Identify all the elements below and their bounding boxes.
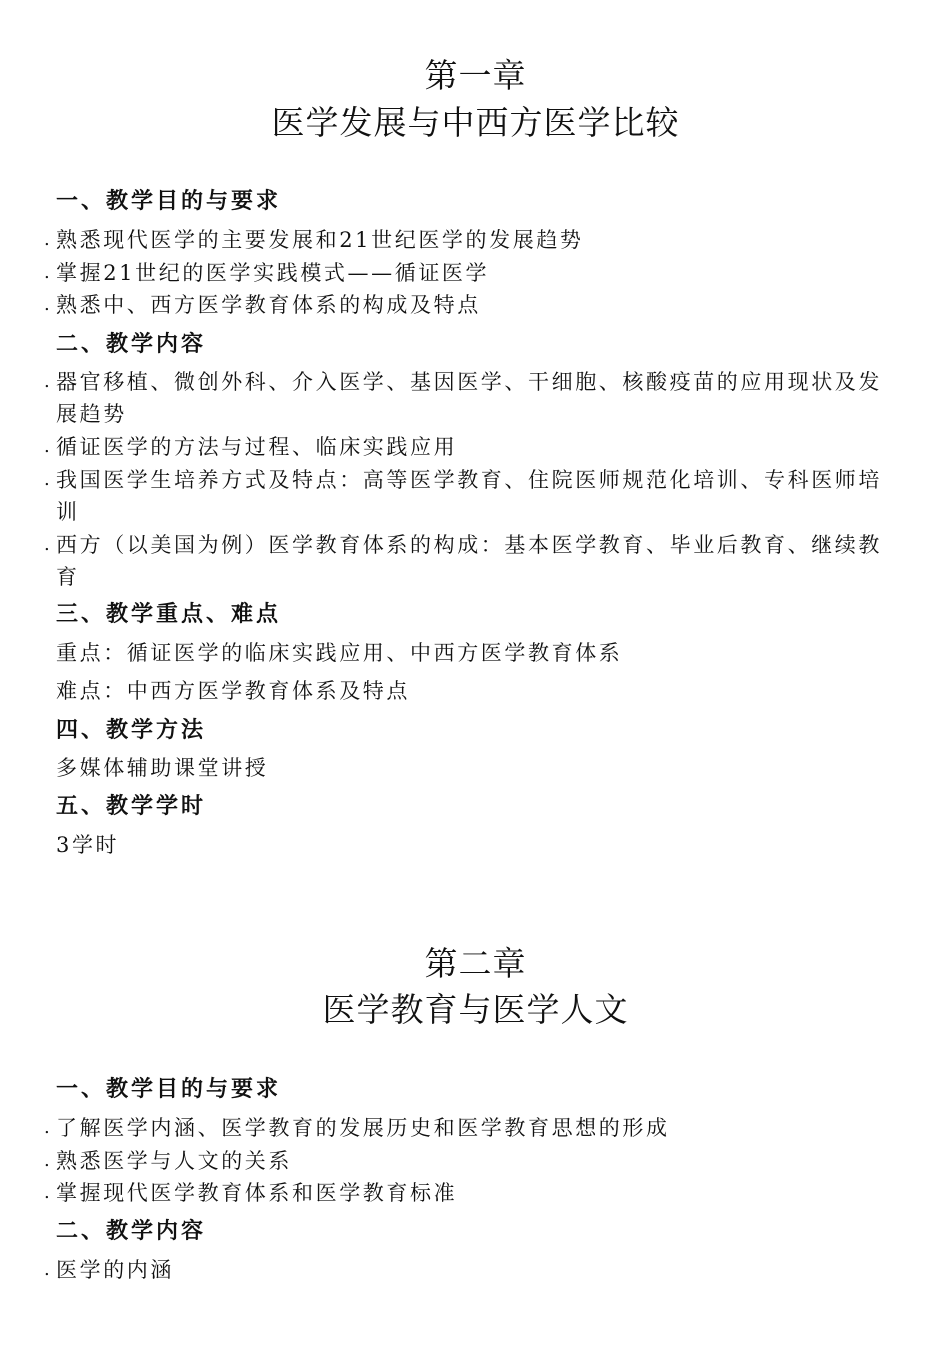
bullet-dot: . — [44, 262, 50, 283]
ch1-content-item: . 西方（以美国为例）医学教育体系的构成：基本医学教育、毕业后教育、继续教育 — [56, 529, 886, 593]
ch2-content-item: . 医学的内涵 — [56, 1254, 886, 1286]
ch2-section-content-heading: 二、教学内容 — [56, 1218, 207, 1244]
ch1-section-method-heading: 四、教学方法 — [56, 717, 207, 743]
ch2-objective-item: . 掌握现代医学教育体系和医学教育标准 — [56, 1177, 886, 1209]
ch1-teaching-method: 多媒体辅助课堂讲授 — [56, 756, 269, 780]
chapter-1-title: 医学发展与中西方医学比较 — [271, 103, 680, 142]
bullet-dot: . — [44, 371, 50, 392]
bullet-dot: . — [44, 1259, 50, 1280]
ch1-key-points: 重点：循证医学的临床实践应用、中西方医学教育体系 — [56, 641, 623, 665]
ch1-content-item: . 循证医学的方法与过程、临床实践应用 — [56, 431, 886, 463]
ch1-content-item: . 我国医学生培养方式及特点：高等医学教育、住院医师规范化培训、专科医师培训 — [56, 464, 886, 528]
ch1-content-item: . 器官移植、微创外科、介入医学、基因医学、干细胞、核酸疫苗的应用现状及发展趋势 — [56, 366, 886, 430]
ch1-objective-item: . 掌握21世纪的医学实践模式——循证医学 — [56, 257, 886, 289]
bullet-dot: . — [44, 436, 50, 457]
bullet-dot: . — [44, 229, 50, 250]
ch1-objective-item: . 熟悉中、西方医学教育体系的构成及特点 — [56, 289, 886, 321]
ch1-section-objectives-heading: 一、教学目的与要求 — [56, 188, 282, 214]
chapter-2-title: 医学教育与医学人文 — [322, 990, 629, 1029]
ch1-section-content-heading: 二、教学内容 — [56, 331, 207, 357]
ch1-section-keypoints-heading: 三、教学重点、难点 — [56, 601, 282, 627]
bullet-dot: . — [44, 1150, 50, 1171]
bullet-dot: . — [44, 469, 50, 490]
ch1-teaching-hours: 3学时 — [56, 833, 120, 857]
ch2-objective-item: . 了解医学内涵、医学教育的发展历史和医学教育思想的形成 — [56, 1112, 886, 1144]
bullet-dot: . — [44, 294, 50, 315]
bullet-dot: . — [44, 1182, 50, 1203]
bullet-dot: . — [44, 534, 50, 555]
ch1-objective-item: . 熟悉现代医学的主要发展和21世纪医学的发展趋势 — [56, 224, 886, 256]
chapter-2-number: 第二章 — [424, 944, 527, 983]
bullet-dot: . — [44, 1117, 50, 1138]
chapter-1-number: 第一章 — [424, 56, 527, 95]
ch1-difficult-points: 难点：中西方医学教育体系及特点 — [56, 679, 410, 703]
ch1-section-hours-heading: 五、教学学时 — [56, 793, 207, 819]
ch2-section-objectives-heading: 一、教学目的与要求 — [56, 1076, 282, 1102]
ch2-objective-item: . 熟悉医学与人文的关系 — [56, 1145, 886, 1177]
